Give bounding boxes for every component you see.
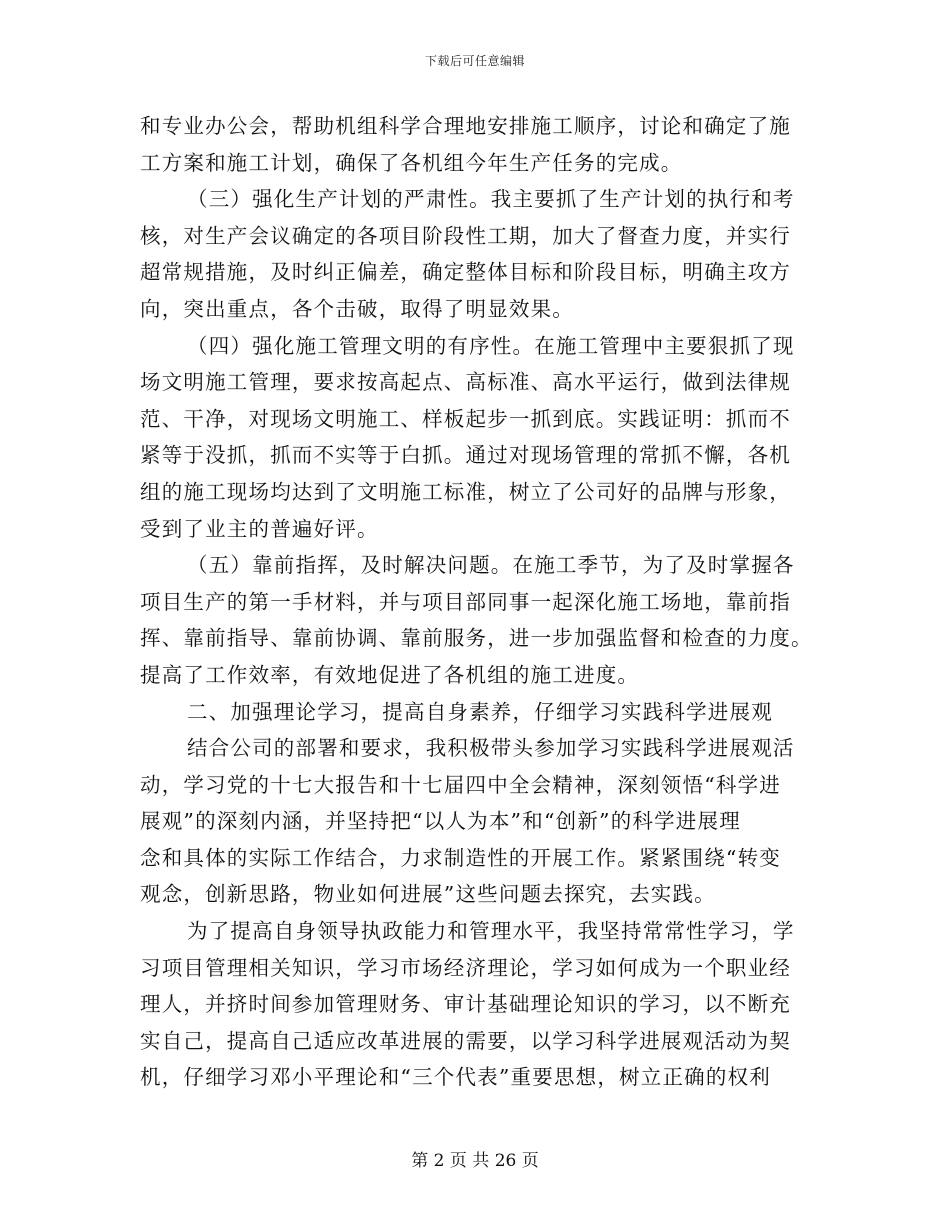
text-line: 核，对生产会议确定的各项目阶段性工期，加大了督查力度，并实行	[140, 223, 791, 248]
text-line: 提高了工作效率，有效地促进了各机组的施工进度。	[140, 662, 640, 687]
text-line: 展观”的深刻内涵，并坚持把“以人为本”和“创新”的科学进展理	[140, 809, 741, 834]
text-line: 项目生产的第一手材料，并与项目部同事一起深化施工场地，靠前指	[140, 589, 791, 614]
section-heading: 二、加强理论学习，提高自身素养，仔细学习实践科学进展观	[187, 699, 773, 724]
text-line: 紧等于没抓，抓而不实等于白抓。通过对现场管理的常抓不懈，各机	[140, 443, 791, 468]
text-line: 为了提高自身领导执政能力和管理水平，我坚持常常性学习，学	[187, 919, 795, 944]
text-line: 观念，创新思路，物业如何进展”这些问题去探究，去实践。	[140, 882, 716, 907]
text-line: 机，仔细学习邓小平理论和“三个代表”重要思想，树立正确的权利	[140, 1065, 771, 1090]
text-line: 和专业办公会，帮助机组科学合理地安排施工顺序，讨论和确定了施	[140, 114, 791, 138]
text-line: 实自己，提高自己适应改革进展的需要，以学习科学进展观活动为契	[140, 1028, 791, 1053]
text-line: 念和具体的实际工作结合，力求制造性的开展工作。紧紧围绕“转变	[140, 845, 781, 870]
text-line: （五）靠前指挥，及时解决问题。在施工季节，为了及时掌握各	[187, 553, 795, 578]
text-line: 习项目管理相关知识，学习市场经济理论，学习如何成为一个职业经	[140, 955, 791, 980]
page-header: 下载后可任意编辑	[424, 54, 525, 68]
text-line: 动，学习党的十七大报告和十七届四中全会精神，深刻领悟“科学进	[140, 772, 781, 797]
text-line: （四）强化施工管理文明的有序性。在施工管理中主要狠抓了现	[187, 333, 795, 358]
text-line: 组的施工现场均达到了文明施工标准，树立了公司好的品牌与形象，	[140, 479, 791, 504]
text-line: （三）强化生产计划的严肃性。我主要抓了生产计划的执行和考	[187, 187, 795, 212]
text-line: 理人，并挤时间参加管理财务、审计基础理论知识的学习，以不断充	[140, 992, 791, 1017]
text-line: 工方案和施工计划，确保了各机组今年生产任务的完成。	[140, 150, 683, 175]
text-line: 受到了业主的普遍好评。	[140, 516, 379, 541]
text-line: 挥、靠前指导、靠前协调、靠前服务，进一步加强监督和检查的力度。	[140, 626, 813, 651]
text-line: 范、干净，对现场文明施工、样板起步一抓到底。实践证明：抓而不	[140, 406, 791, 431]
text-line: 结合公司的部署和要求，我积极带头参加学习实践科学进展观活	[187, 736, 795, 761]
page-footer: 第 2 页 共 26 页	[411, 1151, 539, 1171]
text-line: 超常规措施，及时纠正偏差，确定整体目标和阶段目标，明确主攻方	[140, 260, 791, 285]
body-text	[140, 108, 840, 1096]
text-line: 场文明施工管理，要求按高起点、高标准、高水平运行，做到法律规	[140, 370, 791, 395]
text-line: 向，突出重点，各个击破，取得了明显效果。	[140, 296, 574, 321]
